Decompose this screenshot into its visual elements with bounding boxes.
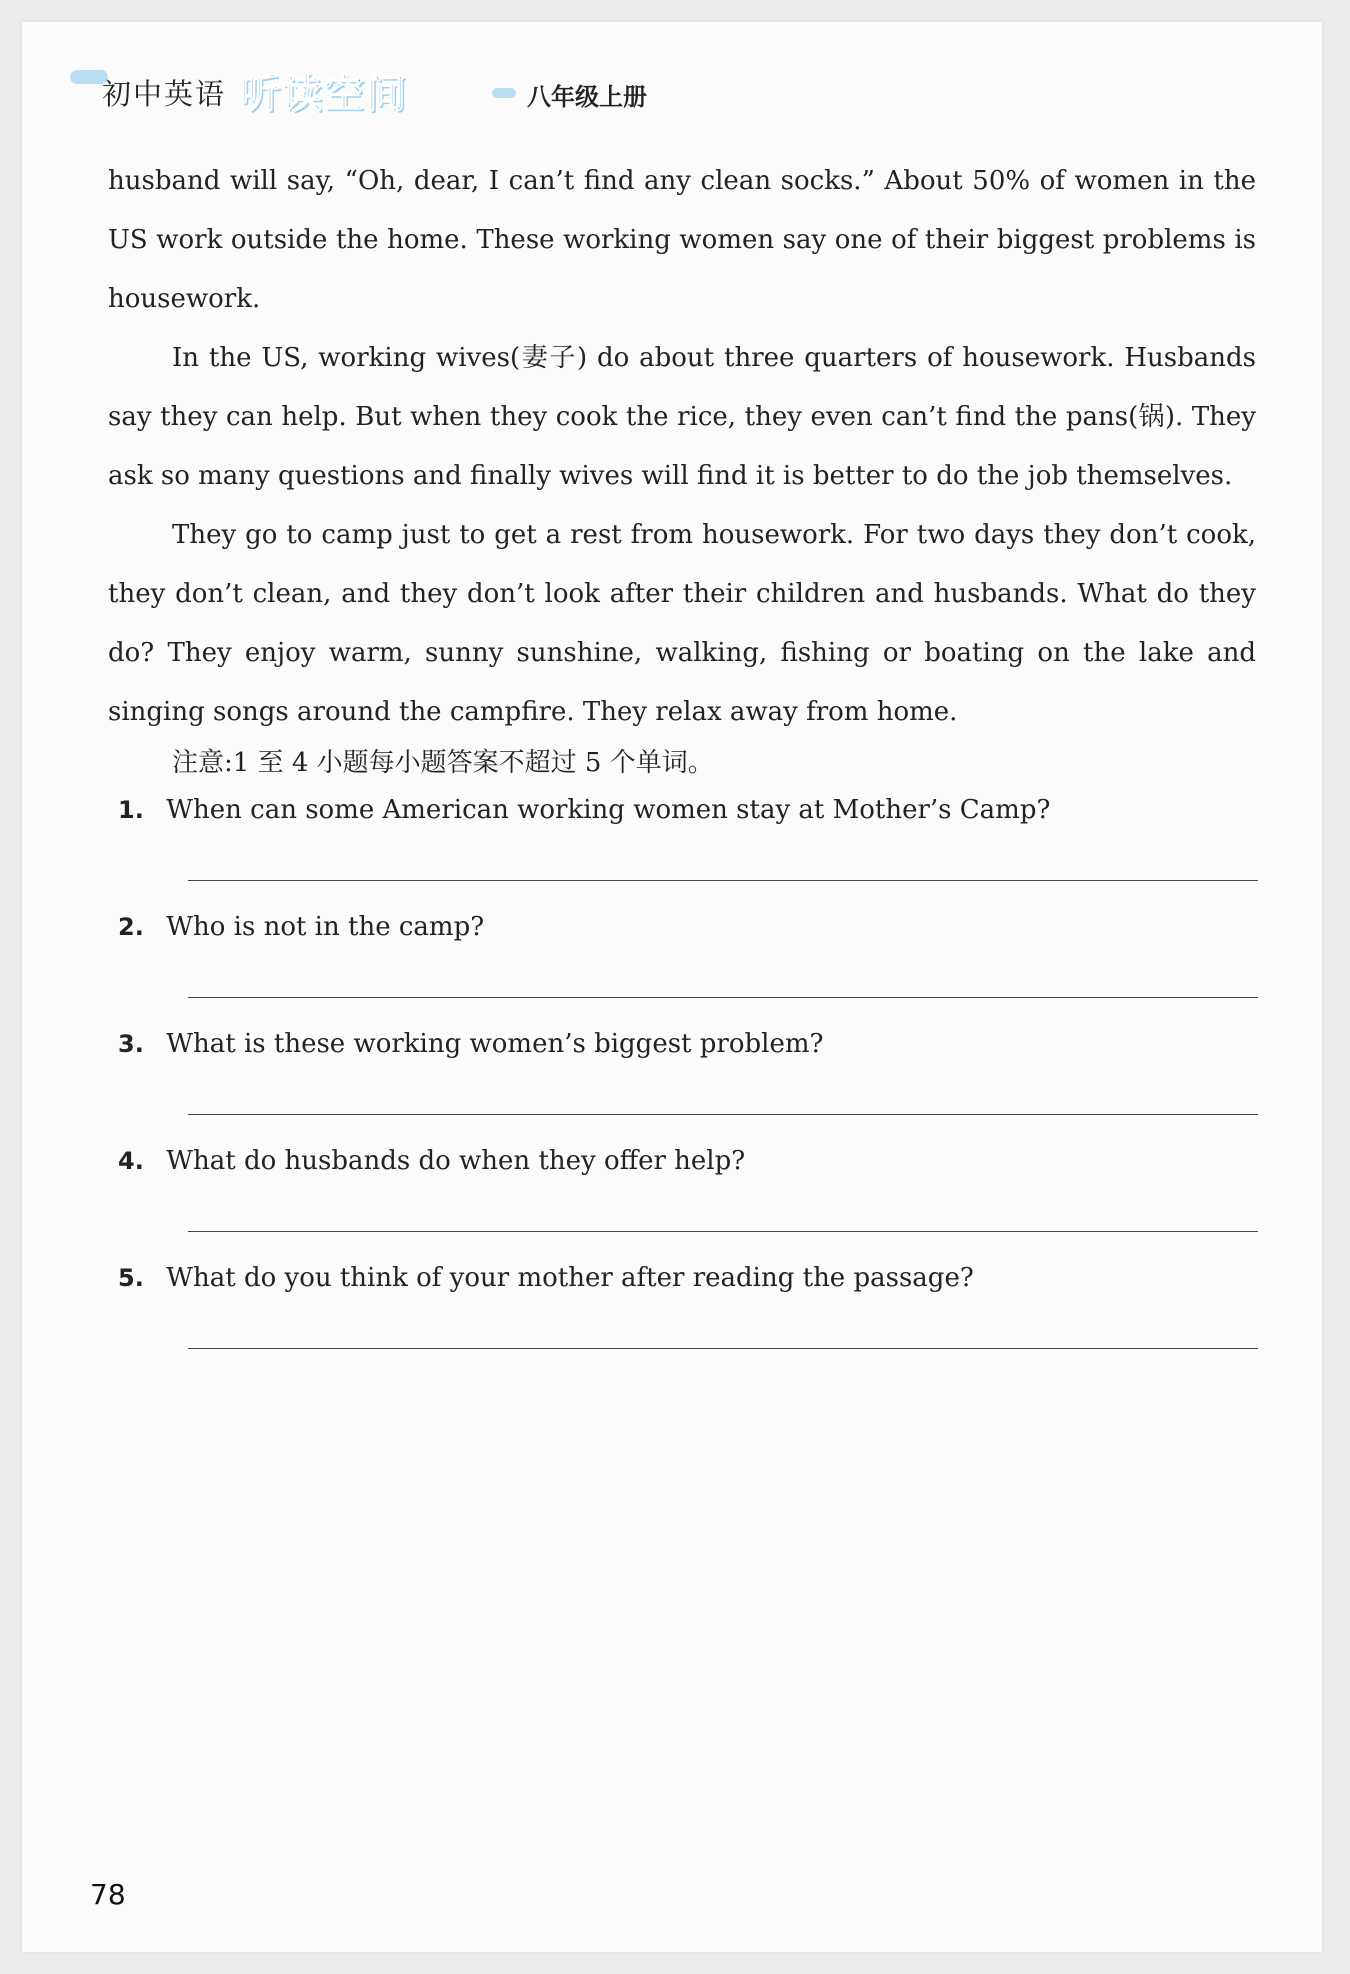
question-text: When can some American working women stay at Mother’s Camp? [166,795,1051,825]
question-item [118,1146,1258,1176]
question-item [118,912,1258,942]
answer-line[interactable] [188,880,1258,881]
question-item [118,795,1258,825]
question-text: What do husbands do when they offer help? [166,1146,746,1176]
book-title: 初中英语 [102,77,227,111]
question-number: 2. [118,913,144,941]
question-number: 3. [118,1030,144,1058]
brand-logo: 听读空间 [240,71,408,117]
passage-paragraph: In the US, working wives(妻子) do about three quarters of housework. Husbands say they can help. But when they cook the rice, they even can’t find the pans(锅). They ask so many questions and finally wives will find it is better to do the job themselves. [108,343,1256,491]
page-number: 78 [90,1878,126,1911]
answer-line[interactable] [188,1348,1258,1349]
answer-line[interactable] [188,1231,1258,1232]
question-number: 1. [118,796,144,824]
question-text: What do you think of your mother after reading the passage? [166,1263,974,1293]
grade-label: 八年级上册 [527,83,647,111]
answer-line[interactable] [188,997,1258,998]
question-item [118,1263,1258,1293]
answer-line[interactable] [188,1114,1258,1115]
passage-paragraph: They go to camp just to get a rest from housework. For two days they don’t cook, they don’t clean, and they don’t look after their children and husbands. What do they do? They enjoy warm, sunny sunshine, walking, fishing or boating on the lake and singing songs around the campfire. They relax away from home. [108,520,1256,727]
question-item [118,1029,1258,1059]
instruction-note: 注意:1 至 4 小题每小题答案不超过 5 个单词。 [172,748,714,778]
reading-passage [108,152,1256,742]
workbook-page [22,22,1322,1952]
cloud-dot-icon [492,88,516,98]
question-number: 5. [118,1264,144,1292]
question-text: Who is not in the camp? [166,912,485,942]
passage-paragraph: husband will say, “Oh, dear, I can’t find any clean socks.” About 50% of women in the US work outside the home. These working women say one of their biggest problems is housework. [108,166,1256,314]
page-header [62,50,762,120]
question-text: What is these working women’s biggest problem? [166,1029,824,1059]
question-number: 4. [118,1147,144,1175]
